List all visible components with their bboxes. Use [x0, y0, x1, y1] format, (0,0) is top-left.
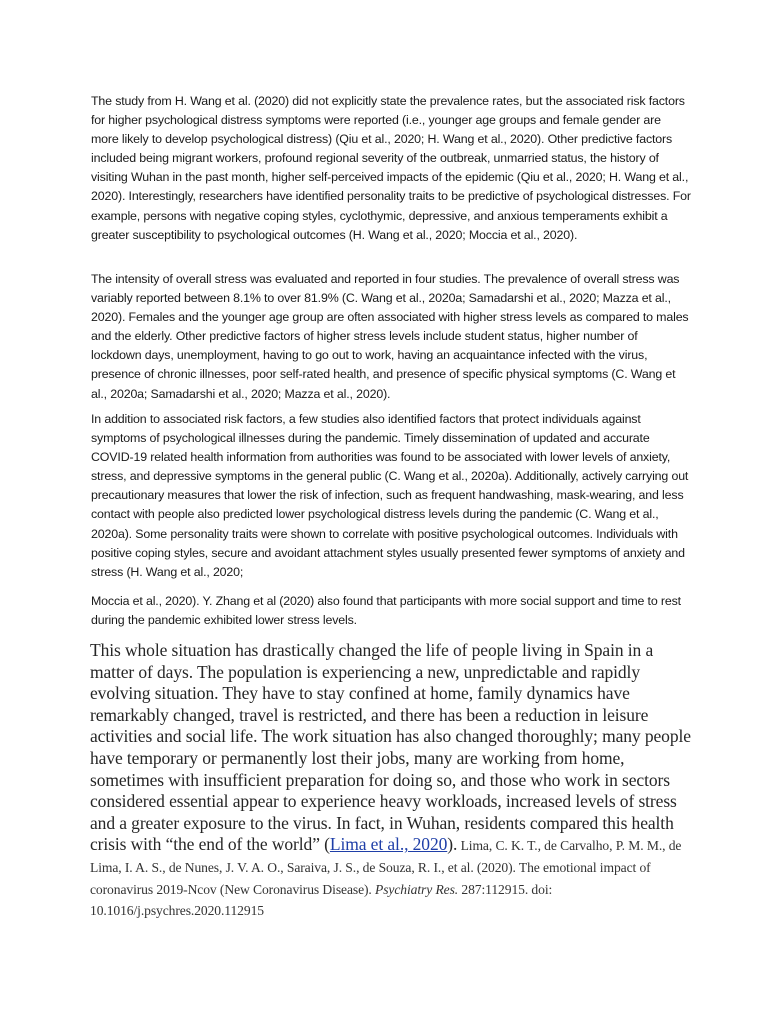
spain-body-text: This whole situation has drastically changed the life of people living in Spain in a matter of days. The population is experiencing a new, unpredictable and rapidly evolving situation. They have to stay confined at home, family dynamics have remarkably changed, travel is restricted, and there has been a reduction in leisure activities and social life. The work situation has also changed thoroughly; many people have temporary or permanently lost their jobs, many are working from home, sometimes with insufficient preparation for doing so, and those who work in sectors considered essential appear to experience heavy workloads, increased levels of stress and a greater exposure to the virus. In fact, in Wuhan, residents compared this health crisis with “the end of the world” ( [90, 640, 691, 855]
reference-main: Lima, C. K. T., de Carvalho, P. M. M., de Lima, I. A. S., de Nunes, J. V. A. O., Saraiva, J. S., de Souza, R. I., et al. (2020). The emotional impact of coronavirus 2019-Ncov (New Coronavirus Disease). [90, 838, 682, 897]
reference-journal: Psychiatry Res. [375, 881, 459, 897]
paragraph-social-support: Moccia et al., 2020). Y. Zhang et al (2020) also found that participants with more social support and time to rest during the pandemic exhibited lower stress levels. [91, 594, 681, 628]
paragraph-spain-situation [90, 640, 695, 921]
paragraph-stress-intensity: The intensity of overall stress was evaluated and reported in four studies. The prevalence of overall stress was variably reported between 8.1% to over 81.9% (C. Wang et al., 2020a; Samadarshi et al., 2020; Mazza et al., 2020). Females and the younger age group are often associated with higher stress levels as compared to males and the elderly. Other predictive factors of higher stress levels include student status, higher number of lockdown days, unemployment, having to go out to work, having an acquaintance infected with the virus, presence of chronic illnesses, poor self-rated health, and presence of specific physical symptoms (C. Wang et al., 2020a; Samadarshi et al., 2020; Mazza et al., 2020). [91, 272, 689, 401]
paragraph-protective-factors: In addition to associated risk factors, a few studies also identified factors that protect individuals against symptoms of psychological illnesses during the pandemic. Timely dissemination of updated and accurate COVID-19 related health information from authorities was found to be associated with lower levels of anxiety, stress, and depressive symptoms in the general public (C. Wang et al., 2020a). Additionally, actively carrying out precautionary measures that lower the risk of infection, such as frequent handwashing, mask-wearing, and less contact with people also predicted lower psychological distress levels during the pandemic (C. Wang et al., 2020a). Some personality traits were shown to correlate with positive psychological outcomes. Individuals with positive coping styles, secure and avoidant attachment styles usually presented fewer symptoms of anxiety and stress (H. Wang et al., 2020; [91, 412, 689, 579]
paragraph-risk-factors: The study from H. Wang et al. (2020) did not explicitly state the prevalence rates, but the associated risk factors for higher psychological distress symptoms were reported (i.e., younger age groups and female gender are more likely to develop psychological distress) (Qiu et al., 2020; H. Wang et al., 2020). Other predictive factors included being migrant workers, profound regional severity of the outbreak, unmarried status, the history of visiting Wuhan in the past month, higher self-perceived impacts of the epidemic (Qiu et al., 2020; H. Wang et al., 2020). Interestingly, researchers have identified personality traits to be predictive of psychological distresses. For example, persons with negative coping styles, cyclothymic, depressive, and anxious temperaments exhibit a greater susceptibility to psychological outcomes (H. Wang et al., 2020; Moccia et al., 2020). [91, 94, 691, 242]
reference-tail: 287:112915. doi: 10.1016/j.psychres.2020.112915 [90, 881, 553, 919]
citation-link[interactable]: Lima et al., 2020 [329, 834, 448, 855]
citation-close: ). [447, 834, 458, 855]
